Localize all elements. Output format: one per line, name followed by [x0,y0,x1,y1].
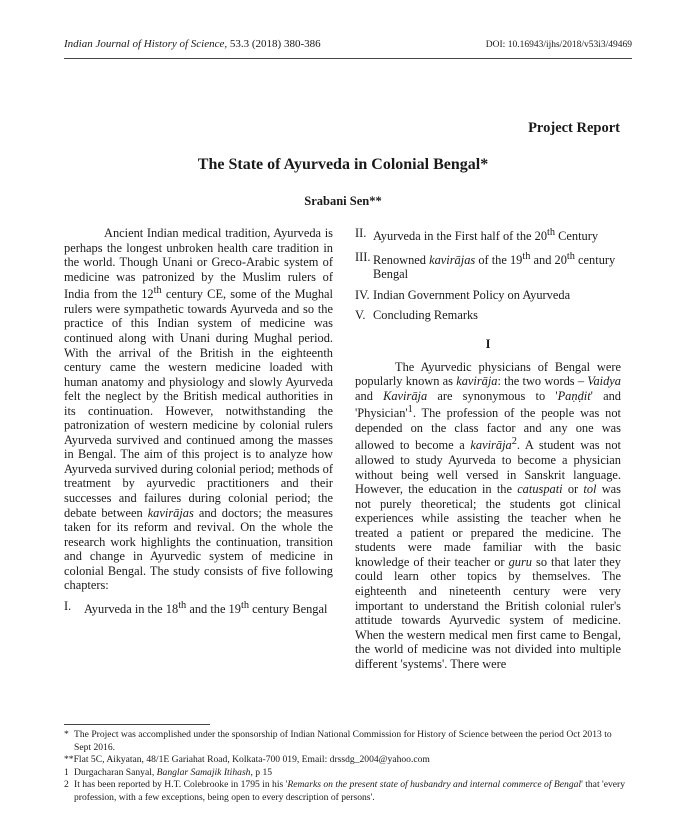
chapter-title: Concluding Remarks [373,308,478,323]
right-column [355,226,621,671]
chapter-list [355,226,621,323]
author: Srabani Sen** [304,194,382,208]
footnote-mark: * [64,729,69,740]
doi[interactable]: DOI: 10.16943/ijhs/2018/v53i3/49469 [485,40,632,50]
journal-citation [64,38,321,50]
chapter-title: Ayurveda in the First half of the 20th Century [373,227,599,244]
chapter-item-2 [355,226,621,244]
journal-name: Indian Journal of History of Science, [64,38,228,50]
chapter-number: I. [64,598,72,613]
chapter-number: III. [355,249,371,264]
footnote-rule [64,724,210,725]
citation: 53.3 (2018) 380-386 [229,38,321,50]
footnote-mark: 1 [64,766,69,778]
footnote-1 [64,767,630,780]
chapter-item-5 [355,308,621,323]
chapter-number: IV. [355,287,370,302]
body-paragraph: The Ayurvedic physicians of Bengal were popularly known as kavirāja: the two words – Vaidya and Kavirāja are synonymous to 'Paṇḍit' and '$Physician'^1$. The profession of the people was not depended on the class factor and any one was allowed to become a kavirāja$^2$. A student was not allowed to study Ayurveda to become a physician without being well versed in Sanskrit language. However, the education in the catuspati or tol was not purely theoretical; the students got clinical experiences while assisting the teacher when he treated a patient or prepared the medicine. The students were made familiar with the basic knowledge of their teacher or guru so that later they could learn other topics by themselves. The eighteenth and nineteenth century were very important to understand the British colonial ruler's attitude towards Ayurvedic system of medicine. When the western medical men first came to Bengal, the world of medicine was not divided into multiple different 'systems'. There were [355,359,621,671]
footnote-address: **Flat 5C, Aikyatan, 48/1E Gariahat Road, Kolkata-700 019, Email: drssdg_2004@yahoo.com [64,754,430,765]
footnote-text: The Project was accomplished under the sponsorship of Indian National Commission for History of Science between the period Oct 2013 to Sept 2016. [74,729,612,753]
chapter-item-4 [355,288,621,303]
chapter-item-3 [355,250,621,282]
chapter-title: Renowned kavirājas of the 19th and 20th century Bengal [373,250,616,282]
footnote-text: Durgacharan Sanyal, Banglar Samajik Itihash, p 15 [74,766,273,778]
chapter-number: V. [355,308,366,323]
running-header [64,38,632,50]
report-type: Project Report [528,120,620,136]
chapter-title: Ayurveda in the 18th and the 19th century Bengal [84,599,328,616]
left-column [64,226,333,616]
article-title: The State of Ayurveda in Colonial Bengal* [197,156,489,173]
abstract-paragraph: Ancient Indian medical tradition, Ayurveda is perhaps the longest unbroken health care tradition in the world. Though Unani or Greco-Arabic system of medicine was patronized by the Muslim rulers of India from the 12th century CE, some of the Mughal rulers were sympathetic towards Ayurveda and so the practice of this Indian system of medicine was continued along with Unani during Mughal period. With the arrival of the British in the eighteenth century came the western medicine loaded with human anatomy and physiology and slowly Ayurveda felt the neglect by the British medical authorities in its continuation. However, notwithstanding the patronization of western medicine by colonial rulers Ayurveda survived and continued among the masses in Bengal. The aim of this project is to analyze how Ayurveda survived during colonial period; methods of treatment by ayurvedic practitioners and their successes and failures during colonial period; the debate between kavirājas and doctors; the measures taken for its reform and revival. On the whole the research work highlights the continuation, transition and change in Ayurvedic system of medicine in colonial Bengal. The study consists of five following chapters: [64,226,333,593]
chapter-item-1 [64,599,333,617]
chapter-number: II. [355,226,367,240]
chapter-title: Indian Government Policy on Ayurveda [373,287,571,302]
footnotes [64,729,630,804]
footnote-mark: 2 [64,779,69,790]
footnote-text: It has been reported by H.T. Colebrooke in 1795 in his 'Remarks on the present state of husbandry and internal commerce of Bengal' that 'every profession, with a few exceptions, being open to every description of persons'. [74,779,626,803]
section-heading: I [485,336,491,351]
footnote-star [64,729,630,754]
footnote-2 [64,779,630,804]
header-rule [64,58,632,59]
